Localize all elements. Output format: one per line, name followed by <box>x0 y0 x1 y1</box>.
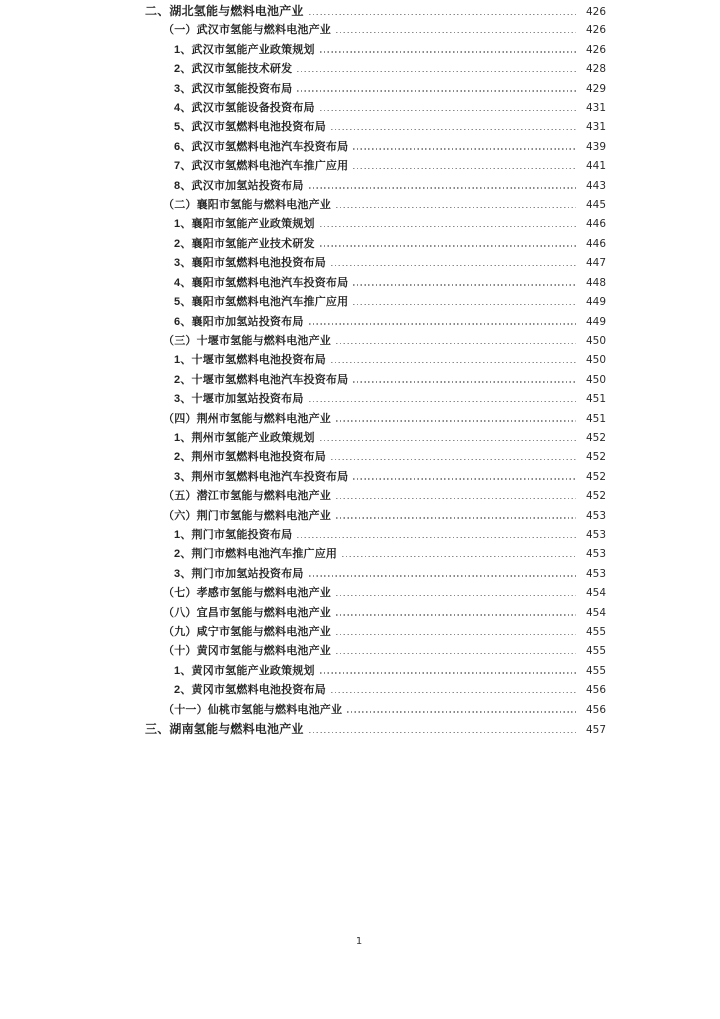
toc-entry-page: 452 <box>585 431 606 444</box>
toc-dotted-leader <box>336 343 576 344</box>
toc-entry-row[interactable] <box>145 177 606 196</box>
toc-dotted-leader <box>331 459 576 460</box>
toc-entry-label: 三、湖南氢能与燃料电池产业 <box>145 722 304 737</box>
toc-entry-label: 1、十堰市氢燃料电池投资布局 <box>174 354 326 367</box>
toc-dotted-leader <box>353 148 576 149</box>
toc-entry-page: 450 <box>585 373 606 386</box>
toc-entry-page: 426 <box>585 6 606 18</box>
toc-dotted-leader <box>353 381 576 382</box>
toc-dotted-leader <box>353 304 576 305</box>
toc-dotted-leader <box>309 14 576 15</box>
toc-dotted-leader <box>331 692 576 693</box>
toc-dotted-leader <box>336 420 576 421</box>
toc-entry-page: 455 <box>585 664 606 677</box>
toc-dotted-leader <box>309 732 576 733</box>
toc-entry-row[interactable] <box>145 720 606 739</box>
toc-entry-row[interactable] <box>145 526 606 545</box>
toc-entry-page: 450 <box>585 334 606 347</box>
toc-entry-label: 3、武汉市氢能投资布局 <box>174 82 293 95</box>
toc-entry-row[interactable] <box>145 118 606 137</box>
toc-entry-label: 二、湖北氢能与燃料电池产业 <box>145 4 304 18</box>
toc-dotted-leader <box>320 226 576 227</box>
toc-entry-row[interactable] <box>145 604 606 623</box>
toc-entry-row[interactable] <box>145 565 606 584</box>
toc-entry-row[interactable] <box>145 215 606 234</box>
toc-entry-page: 453 <box>585 528 606 541</box>
toc-entry-row[interactable] <box>145 138 606 157</box>
toc-entry-page: 455 <box>585 626 606 638</box>
toc-dotted-leader <box>320 51 576 52</box>
toc-entry-page: 452 <box>585 470 606 483</box>
toc-entry-row[interactable] <box>145 701 606 720</box>
toc-entry-page: 431 <box>585 102 606 115</box>
toc-dotted-leader <box>320 672 576 673</box>
toc-entry-label: 5、襄阳市氢燃料电池汽车推广应用 <box>174 296 349 309</box>
toc-entry-page: 454 <box>585 587 606 600</box>
toc-entry-page: 457 <box>585 724 606 737</box>
toc-entry-label: （六）荆门市氢能与燃料电池产业 <box>163 509 331 522</box>
toc-entry-label: 3、荆门市加氢站投资布局 <box>174 567 304 580</box>
toc-entry-page: 426 <box>585 43 606 56</box>
toc-entry-label: 2、黄冈市氢燃料电池投资布局 <box>174 684 326 697</box>
toc-entry-page: 439 <box>585 140 606 153</box>
toc-dotted-leader <box>342 556 576 557</box>
toc-dotted-leader <box>353 168 576 169</box>
toc-entry-page: 446 <box>585 218 606 231</box>
toc-entry-label: 2、荆门市燃料电池汽车推广应用 <box>174 548 338 561</box>
toc-dotted-leader <box>336 634 576 635</box>
toc-entry-page: 426 <box>585 24 606 37</box>
toc-entry-row[interactable] <box>145 21 606 40</box>
toc-entry-row[interactable] <box>145 235 606 254</box>
toc-dotted-leader <box>331 265 576 266</box>
toc-entry-page: 429 <box>585 82 606 95</box>
toc-entry-label: （四）荆州市氢能与燃料电池产业 <box>163 412 331 425</box>
toc-dotted-leader <box>331 362 576 363</box>
toc-entry-page: 431 <box>585 121 606 134</box>
toc-entry-row[interactable] <box>145 157 606 176</box>
toc-dotted-leader <box>331 129 576 130</box>
toc-entry-label: 1、荆门市氢能投资布局 <box>174 528 293 541</box>
toc-entry-label: （七）孝感市氢能与燃料电池产业 <box>163 587 331 600</box>
toc-dotted-leader <box>336 653 576 654</box>
toc-entry-row[interactable] <box>145 196 606 215</box>
toc-entry-label: 6、襄阳市加氢站投资布局 <box>174 315 304 328</box>
toc-entry-label: 3、荆州市氢燃料电池汽车投资布局 <box>174 470 349 483</box>
toc-entry-row[interactable] <box>145 410 606 429</box>
toc-entry-page: 453 <box>585 548 606 561</box>
toc-entry-row[interactable] <box>145 390 606 409</box>
toc-entry-label: 5、武汉市氢燃料电池投资布局 <box>174 121 326 134</box>
toc-entry-label: 1、黄冈市氢能产业政策规划 <box>174 664 315 677</box>
toc-dotted-leader <box>336 498 576 499</box>
toc-entry-row[interactable] <box>145 623 606 642</box>
toc-entry-label: 3、襄阳市氢燃料电池投资布局 <box>174 257 326 270</box>
toc-entry-page: 448 <box>585 276 606 289</box>
toc-dotted-leader <box>347 711 576 712</box>
toc-entry-row[interactable] <box>145 99 606 118</box>
toc-entry-page: 453 <box>585 509 606 522</box>
toc-entry-page: 443 <box>585 179 606 192</box>
toc-entry-page: 454 <box>585 606 606 619</box>
toc-entry-label: 2、武汉市氢能技术研发 <box>174 63 293 76</box>
toc-entry-label: 2、荆州市氢燃料电池投资布局 <box>174 451 326 464</box>
toc-entry-page: 447 <box>585 257 606 270</box>
toc-entry-row[interactable] <box>145 371 606 390</box>
toc-entry-page: 452 <box>585 451 606 464</box>
toc-entry-label: （五）潜江市氢能与燃料电池产业 <box>163 490 331 503</box>
toc-entry-page: 456 <box>585 684 606 697</box>
toc-entry-label: 1、荆州市氢能产业政策规划 <box>174 431 315 444</box>
toc-entry-label: 1、襄阳市氢能产业政策规划 <box>174 218 315 231</box>
toc-entry-page: 449 <box>585 296 606 309</box>
toc-entry-page: 428 <box>585 63 606 76</box>
toc-dotted-leader <box>320 440 576 441</box>
toc-entry-label: （九）咸宁市氢能与燃料电池产业 <box>163 626 331 638</box>
toc-dotted-leader <box>309 401 576 402</box>
toc-entry-label: 4、襄阳市氢燃料电池汽车投资布局 <box>174 276 349 289</box>
toc-entry-row[interactable] <box>145 487 606 506</box>
toc-entry-row[interactable] <box>145 2 606 21</box>
toc-dotted-leader <box>320 110 576 111</box>
toc-entry-row[interactable] <box>145 41 606 60</box>
toc-dotted-leader <box>309 323 576 324</box>
toc-entry-page: 456 <box>585 703 606 716</box>
toc-entry-page: 451 <box>585 393 606 406</box>
toc-entry-page: 455 <box>585 645 606 658</box>
toc-entry-row[interactable] <box>145 662 606 681</box>
toc-entry-row[interactable] <box>145 313 606 332</box>
toc-dotted-leader <box>336 32 576 33</box>
toc-entry-label: （三）十堰市氢能与燃料电池产业 <box>163 334 331 347</box>
toc-entry-row[interactable] <box>145 642 606 661</box>
toc-entry-page: 452 <box>585 490 606 503</box>
toc-entry-row[interactable] <box>145 60 606 79</box>
toc-entry-page: 451 <box>585 412 606 425</box>
toc-dotted-leader <box>309 575 576 576</box>
toc-entry-page: 450 <box>585 354 606 367</box>
toc-entry-row[interactable] <box>145 545 606 564</box>
toc-entry-label: （八）宜昌市氢能与燃料电池产业 <box>163 606 331 619</box>
toc-entry-row[interactable] <box>145 274 606 293</box>
toc-entry-label: （十一）仙桃市氢能与燃料电池产业 <box>163 703 343 716</box>
toc-dotted-leader <box>320 245 576 246</box>
toc-entry-row[interactable] <box>145 448 606 467</box>
footer-page-number: 1 <box>355 936 363 947</box>
toc-dotted-leader <box>309 187 576 188</box>
toc-entry-page: 445 <box>585 199 606 212</box>
page-footer <box>0 931 718 949</box>
toc-entry-row[interactable] <box>145 507 606 526</box>
toc-entry-label: 1、武汉市氢能产业政策规划 <box>174 43 315 56</box>
toc-dotted-leader <box>353 478 576 479</box>
toc-dotted-leader <box>336 517 576 518</box>
toc-dotted-leader <box>297 71 576 72</box>
toc-entry-page: 453 <box>585 567 606 580</box>
toc-entry-row[interactable] <box>145 429 606 448</box>
toc-entry-label: 7、武汉市氢燃料电池汽车推广应用 <box>174 160 349 173</box>
toc-entry-label: （一）武汉市氢能与燃料电池产业 <box>163 24 331 37</box>
toc-dotted-leader <box>336 207 576 208</box>
toc-entry-row[interactable] <box>145 468 606 487</box>
toc-entry-row[interactable] <box>145 80 606 99</box>
toc-entry-label: 2、十堰市氢燃料电池汽车投资布局 <box>174 373 349 386</box>
toc-entry-row[interactable] <box>145 681 606 700</box>
toc-entry-row[interactable] <box>145 332 606 351</box>
toc-entry-label: 6、武汉市氢燃料电池汽车投资布局 <box>174 140 349 153</box>
toc-entry-row[interactable] <box>145 293 606 312</box>
toc-entry-label: （十）黄冈市氢能与燃料电池产业 <box>163 645 331 658</box>
toc-entry-label: 4、武汉市氢能设备投资布局 <box>174 102 315 115</box>
toc-dotted-leader <box>336 614 576 615</box>
toc-dotted-leader <box>353 284 576 285</box>
toc-entry-page: 446 <box>585 237 606 250</box>
toc-entry-row[interactable] <box>145 584 606 603</box>
toc-dotted-leader <box>297 90 576 91</box>
toc-entry-label: 3、十堰市加氢站投资布局 <box>174 393 304 406</box>
toc-entry-page: 441 <box>585 160 606 173</box>
toc-dotted-leader <box>297 537 576 538</box>
toc-dotted-leader <box>336 595 576 596</box>
toc-entry-page: 449 <box>585 315 606 328</box>
toc-entry-row[interactable] <box>145 351 606 370</box>
toc-entry-label: 2、襄阳市氢能产业技术研发 <box>174 237 315 250</box>
toc-list <box>145 2 606 739</box>
toc-entry-label: 8、武汉市加氢站投资布局 <box>174 179 304 192</box>
toc-entry-label: （二）襄阳市氢能与燃料电池产业 <box>163 199 331 212</box>
toc-entry-row[interactable] <box>145 254 606 273</box>
